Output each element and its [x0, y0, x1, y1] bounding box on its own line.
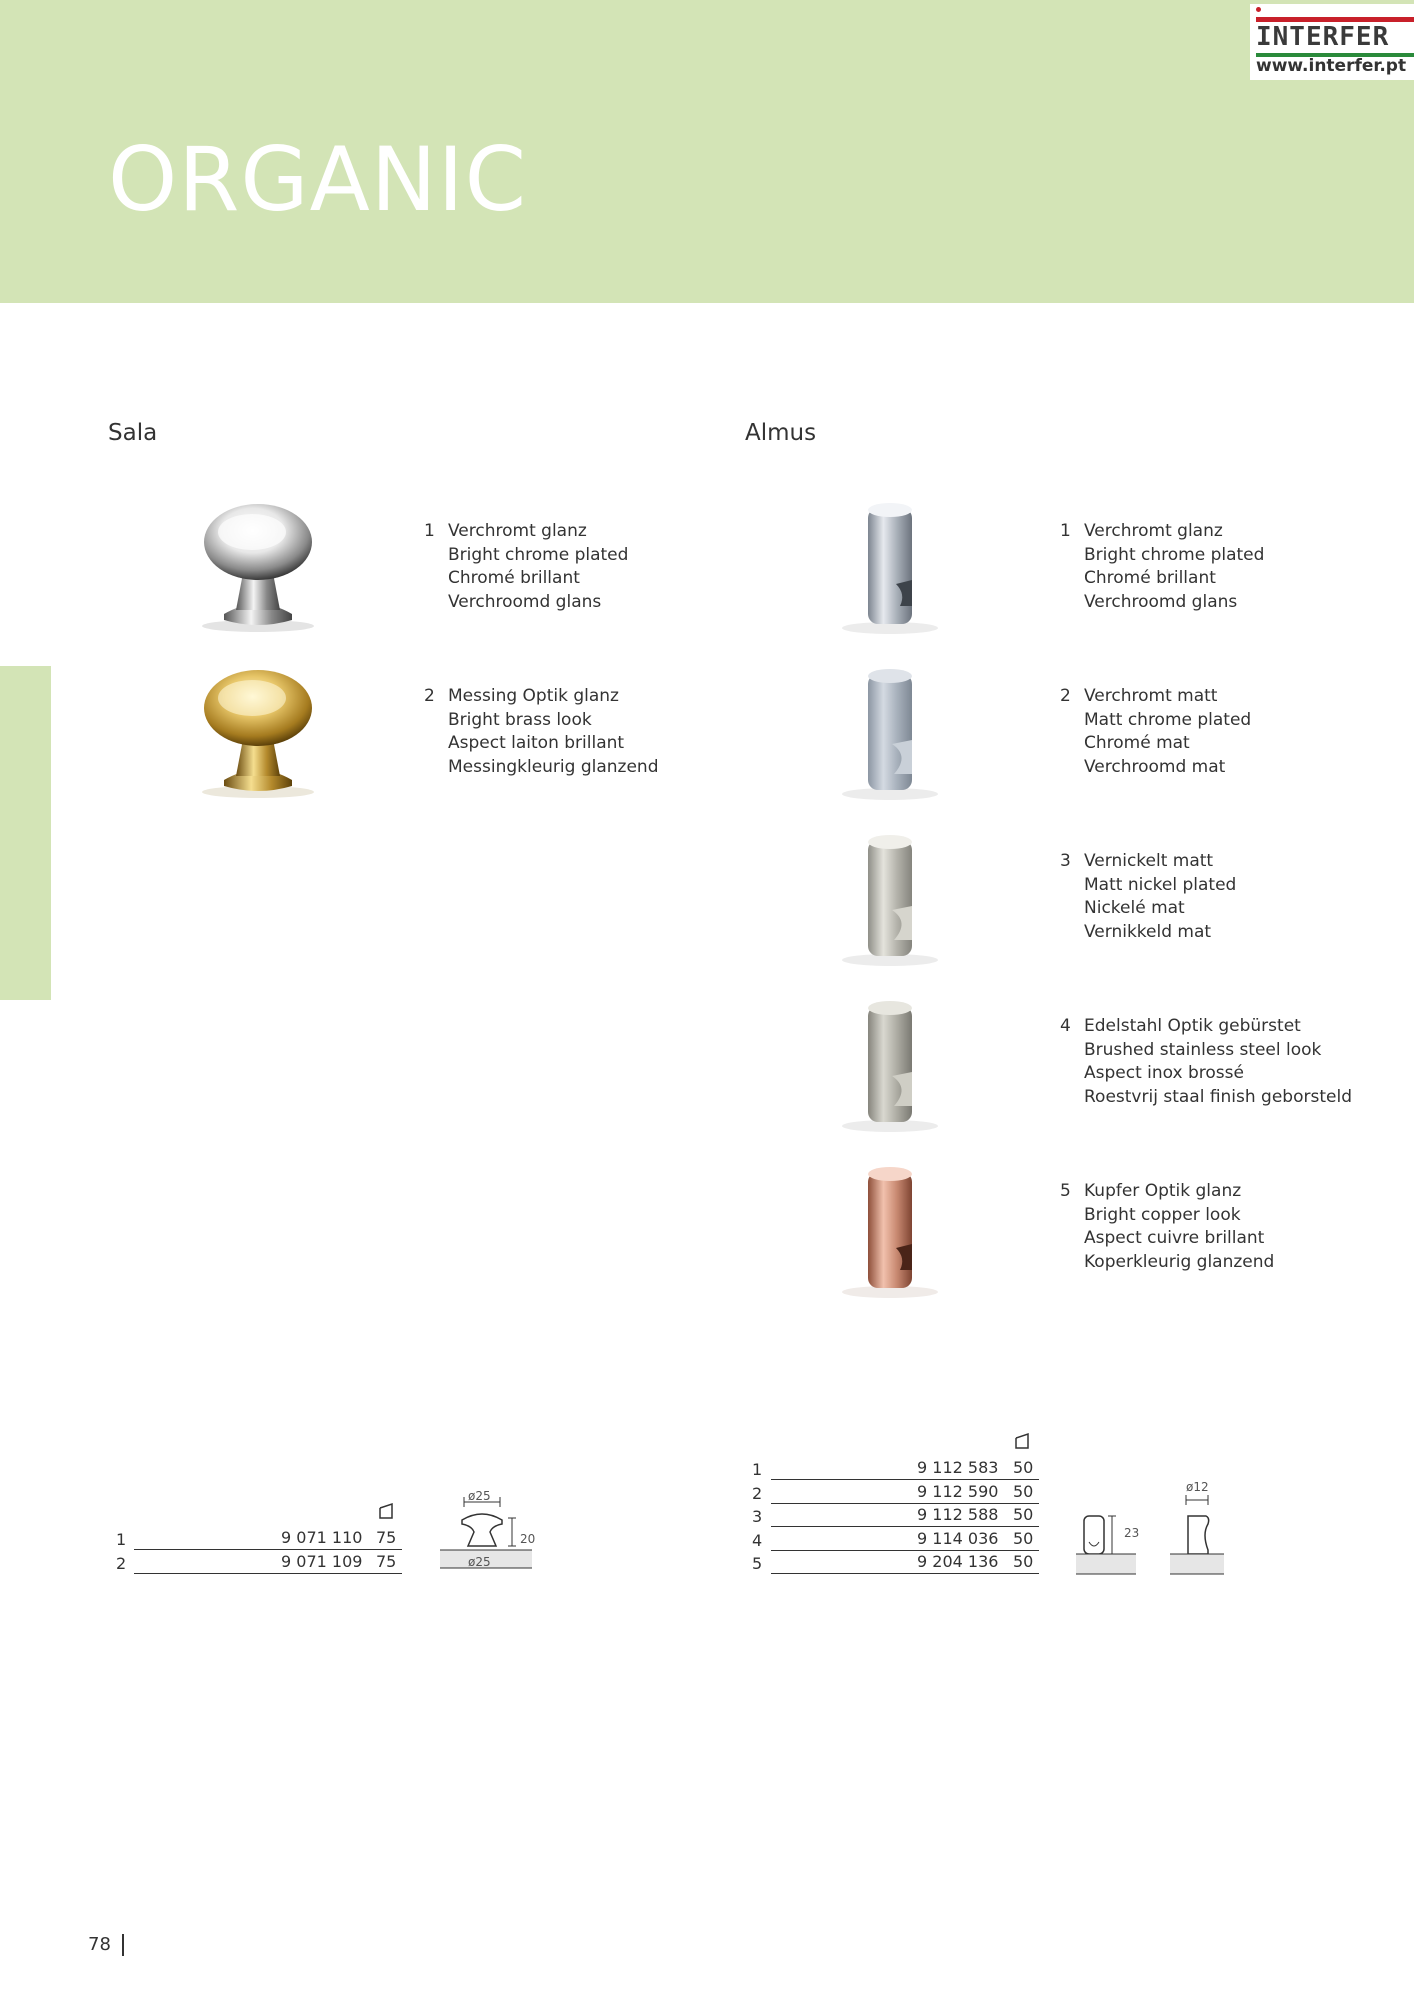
almus-knob-chrome-image	[830, 498, 950, 638]
almus-row-4-qty: 50	[1013, 1529, 1034, 1548]
almus-row-5-qty: 50	[1013, 1552, 1034, 1571]
sala-row-2-num: 2	[116, 1554, 127, 1573]
interfer-logo[interactable]	[1250, 4, 1414, 80]
page-number: 78	[88, 1934, 111, 1955]
sala-dim-base: ø25	[468, 1555, 491, 1569]
sala-technical-drawing	[436, 1480, 546, 1580]
logo-name: INTERFER	[1256, 22, 1390, 52]
almus-row-5-article: 9 204 136	[917, 1552, 999, 1571]
almus-row-2-num: 2	[752, 1484, 763, 1503]
side-tab-marker	[0, 666, 51, 1000]
almus-knob-copper-image	[830, 1162, 950, 1302]
page-number-divider	[122, 1934, 124, 1956]
sala-row-2-article: 9 071 109	[281, 1552, 363, 1571]
almus-row-3-qty: 50	[1013, 1505, 1034, 1524]
almus-row-5-num: 5	[752, 1554, 763, 1573]
logo-dot	[1256, 7, 1261, 12]
almus-row-4-article: 9 114 036	[917, 1529, 999, 1548]
table-row	[134, 1550, 402, 1574]
almus-row-4-num: 4	[752, 1531, 763, 1550]
sala-knob-chrome-image	[188, 498, 328, 638]
almus-row-1-qty: 50	[1013, 1458, 1034, 1477]
package-icon	[1014, 1432, 1030, 1450]
page-title: ORGANIC	[108, 128, 528, 231]
almus-row-1-num: 1	[752, 1460, 763, 1479]
table-row	[771, 1480, 1039, 1504]
sala-row-2-qty: 75	[376, 1552, 397, 1571]
logo-url: www.interfer.pt	[1256, 56, 1407, 76]
section-title-sala: Sala	[108, 420, 158, 446]
sala-row-1-qty: 75	[376, 1528, 397, 1547]
almus-row-2-qty: 50	[1013, 1482, 1034, 1501]
almus-dim-diameter: ø12	[1186, 1480, 1209, 1494]
section-title-almus: Almus	[745, 420, 817, 446]
table-row	[134, 1526, 402, 1550]
almus-knob-matt-chrome-image	[830, 664, 950, 804]
almus-front-drawing	[1074, 1500, 1144, 1580]
table-row	[771, 1550, 1039, 1574]
almus-row-3-num: 3	[752, 1507, 763, 1526]
header-band	[0, 0, 1414, 303]
table-row	[771, 1527, 1039, 1551]
sala-dim-top: ø25	[468, 1489, 491, 1503]
sala-row-1-num: 1	[116, 1530, 127, 1549]
almus-knob-matt-nickel-image	[830, 830, 950, 970]
almus-knob-stainless-image	[830, 996, 950, 1136]
table-row	[771, 1503, 1039, 1527]
package-icon	[378, 1502, 394, 1520]
sala-row-1-article: 9 071 110	[281, 1528, 363, 1547]
almus-dim-height: 23	[1124, 1526, 1140, 1540]
table-row	[771, 1456, 1039, 1480]
sala-knob-brass-image	[188, 664, 328, 804]
sala-dim-height: 20	[520, 1532, 536, 1546]
almus-row-3-article: 9 112 588	[917, 1505, 999, 1524]
almus-row-2-article: 9 112 590	[917, 1482, 999, 1501]
almus-row-1-article: 9 112 583	[917, 1458, 999, 1477]
